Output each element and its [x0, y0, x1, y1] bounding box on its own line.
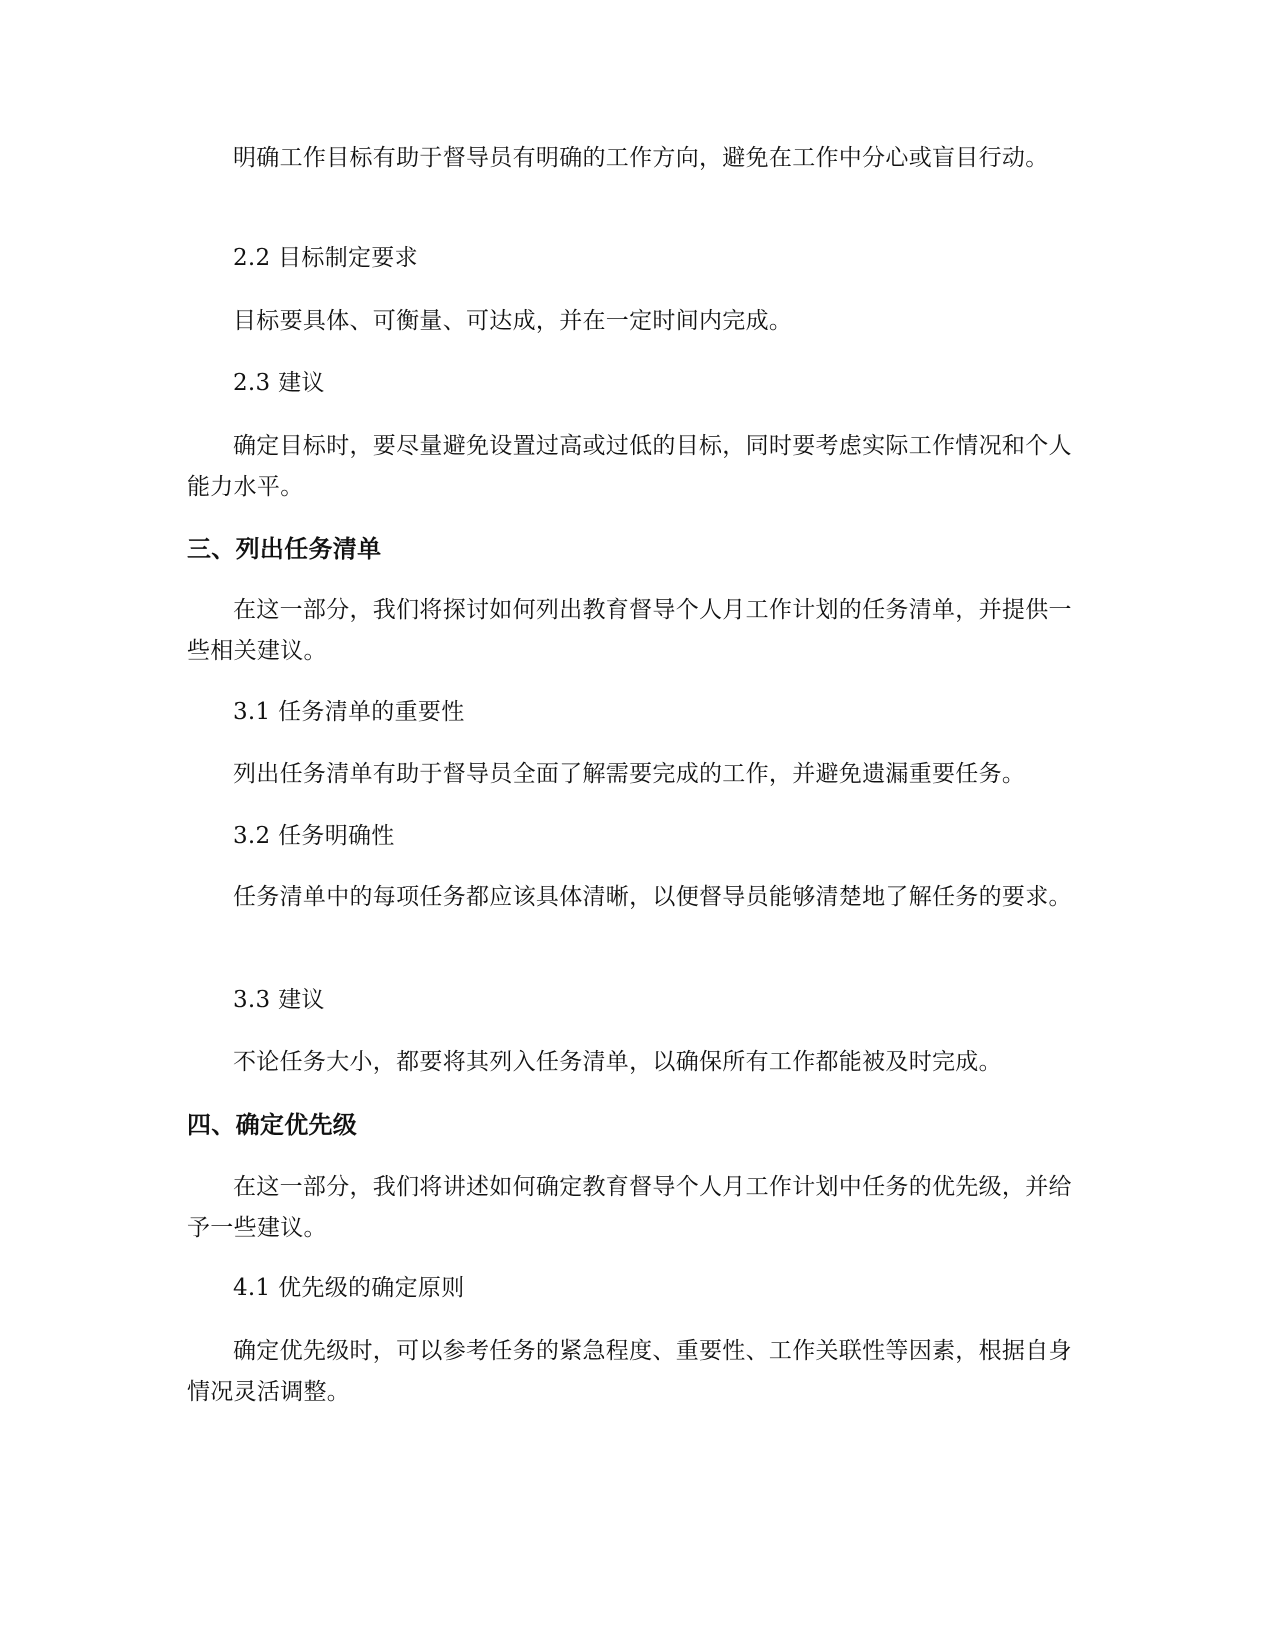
- section-heading-4: 四、确定优先级: [187, 1111, 358, 1139]
- paragraph-priority-intro: 在这一部分，我们将讲述如何确定教育督导个人月工作计划中任务的优先级，并给予一些建议。: [187, 1174, 1072, 1241]
- paragraph-task-list-intro: 在这一部分，我们将探讨如何列出教育督导个人月工作计划的任务清单，并提供一些相关建议。: [187, 597, 1072, 664]
- subheading-3-1: 3.1 任务清单的重要性: [233, 699, 465, 725]
- paragraph-task-list-advice: 不论任务大小，都要将其列入任务清单，以确保所有工作都能被及时完成。: [233, 1049, 1002, 1075]
- subheading-2-2: 2.2 目标制定要求: [233, 245, 418, 271]
- paragraph-task-list-importance: 列出任务清单有助于督导员全面了解需要完成的工作，并避免遗漏重要任务。: [233, 761, 1026, 787]
- subheading-3-2: 3.2 任务明确性: [233, 823, 395, 849]
- paragraph-goal-clarity: 明确工作目标有助于督导员有明确的工作方向，避免在工作中分心或盲目行动。: [233, 145, 1049, 171]
- subheading-3-3: 3.3 建议: [233, 987, 325, 1013]
- paragraph-goal-requirements: 目标要具体、可衡量、可达成，并在一定时间内完成。: [233, 308, 793, 334]
- subheading-2-3: 2.3 建议: [233, 370, 325, 396]
- section-heading-3: 三、列出任务清单: [187, 535, 382, 563]
- paragraph-goal-advice: 确定目标时，要尽量避免设置过高或过低的目标，同时要考虑实际工作情况和个人能力水平。: [187, 433, 1072, 500]
- paragraph-task-clarity: 任务清单中的每项任务都应该具体清晰，以便督导员能够清楚地了解任务的要求。: [233, 884, 1072, 910]
- subheading-4-1: 4.1 优先级的确定原则: [233, 1275, 465, 1301]
- paragraph-priority-principles: 确定优先级时，可以参考任务的紧急程度、重要性、工作关联性等因素，根据自身情况灵活调整。: [187, 1338, 1072, 1405]
